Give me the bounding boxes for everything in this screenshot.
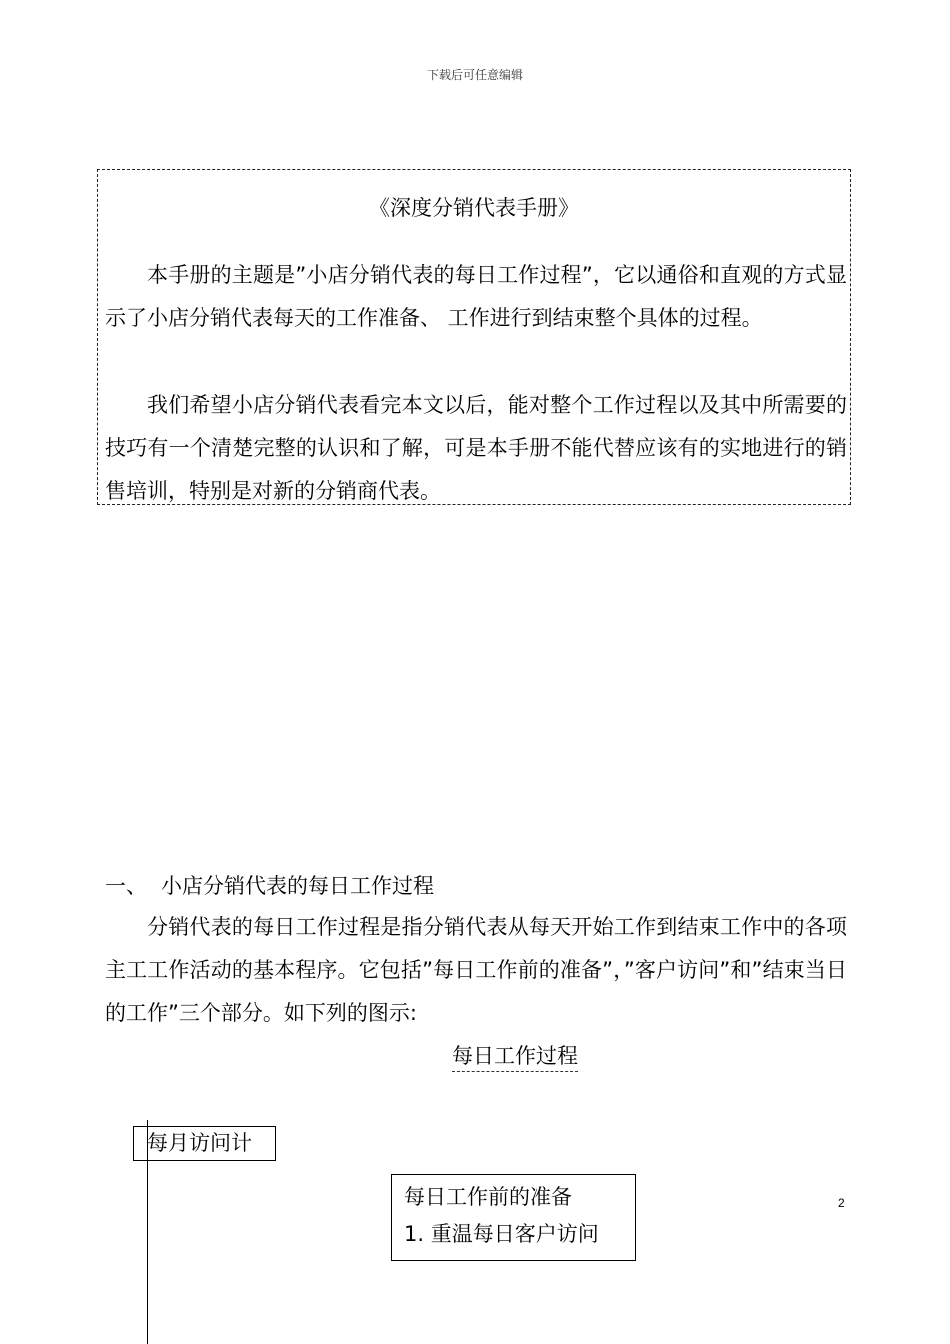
section-heading xyxy=(105,871,434,901)
page-header-note: 下载后可任意编辑 xyxy=(426,68,523,82)
page-number: 2 xyxy=(838,1196,845,1210)
daily-prep-title: 每日工作前的准备 xyxy=(404,1185,572,1209)
daily-prep-box xyxy=(391,1174,636,1261)
section-number: 一、 xyxy=(105,874,147,898)
manual-title: 《深度分销代表手册》 xyxy=(369,196,579,220)
section-heading-text: 小店分销代表的每日工作过程 xyxy=(161,874,434,898)
daily-prep-item-1: 1. 重温每日客户访问 xyxy=(404,1222,599,1246)
diagram-title: 每日工作过程 xyxy=(452,1041,578,1072)
intro-paragraph-2: 我们希望小店分销代表看完本文以后，能对整个工作过程以及其中所需要的技巧有一个清楚完整的认识和了解，可是本手册不能代替应该有的实地进行的销售培训，特别是对新的分销商代表。 xyxy=(105,393,847,503)
section-paragraph: 分销代表的每日工作过程是指分销代表从每天开始工作到结束工作中的各项主工工作活动的基本程序。它包括”每日工作前的准备”，”客户访问”和”结束当日的工作”三个部分。如下列的图示: xyxy=(105,915,847,1025)
monthly-visit-plan-box: 每月访问计 xyxy=(133,1126,276,1161)
intro-paragraph-1: 本手册的主题是”小店分销代表的每日工作过程”，它以通俗和直观的方式显示了小店分销代表每天的工作准备、 工作进行到结束整个具体的过程。 xyxy=(105,263,847,330)
